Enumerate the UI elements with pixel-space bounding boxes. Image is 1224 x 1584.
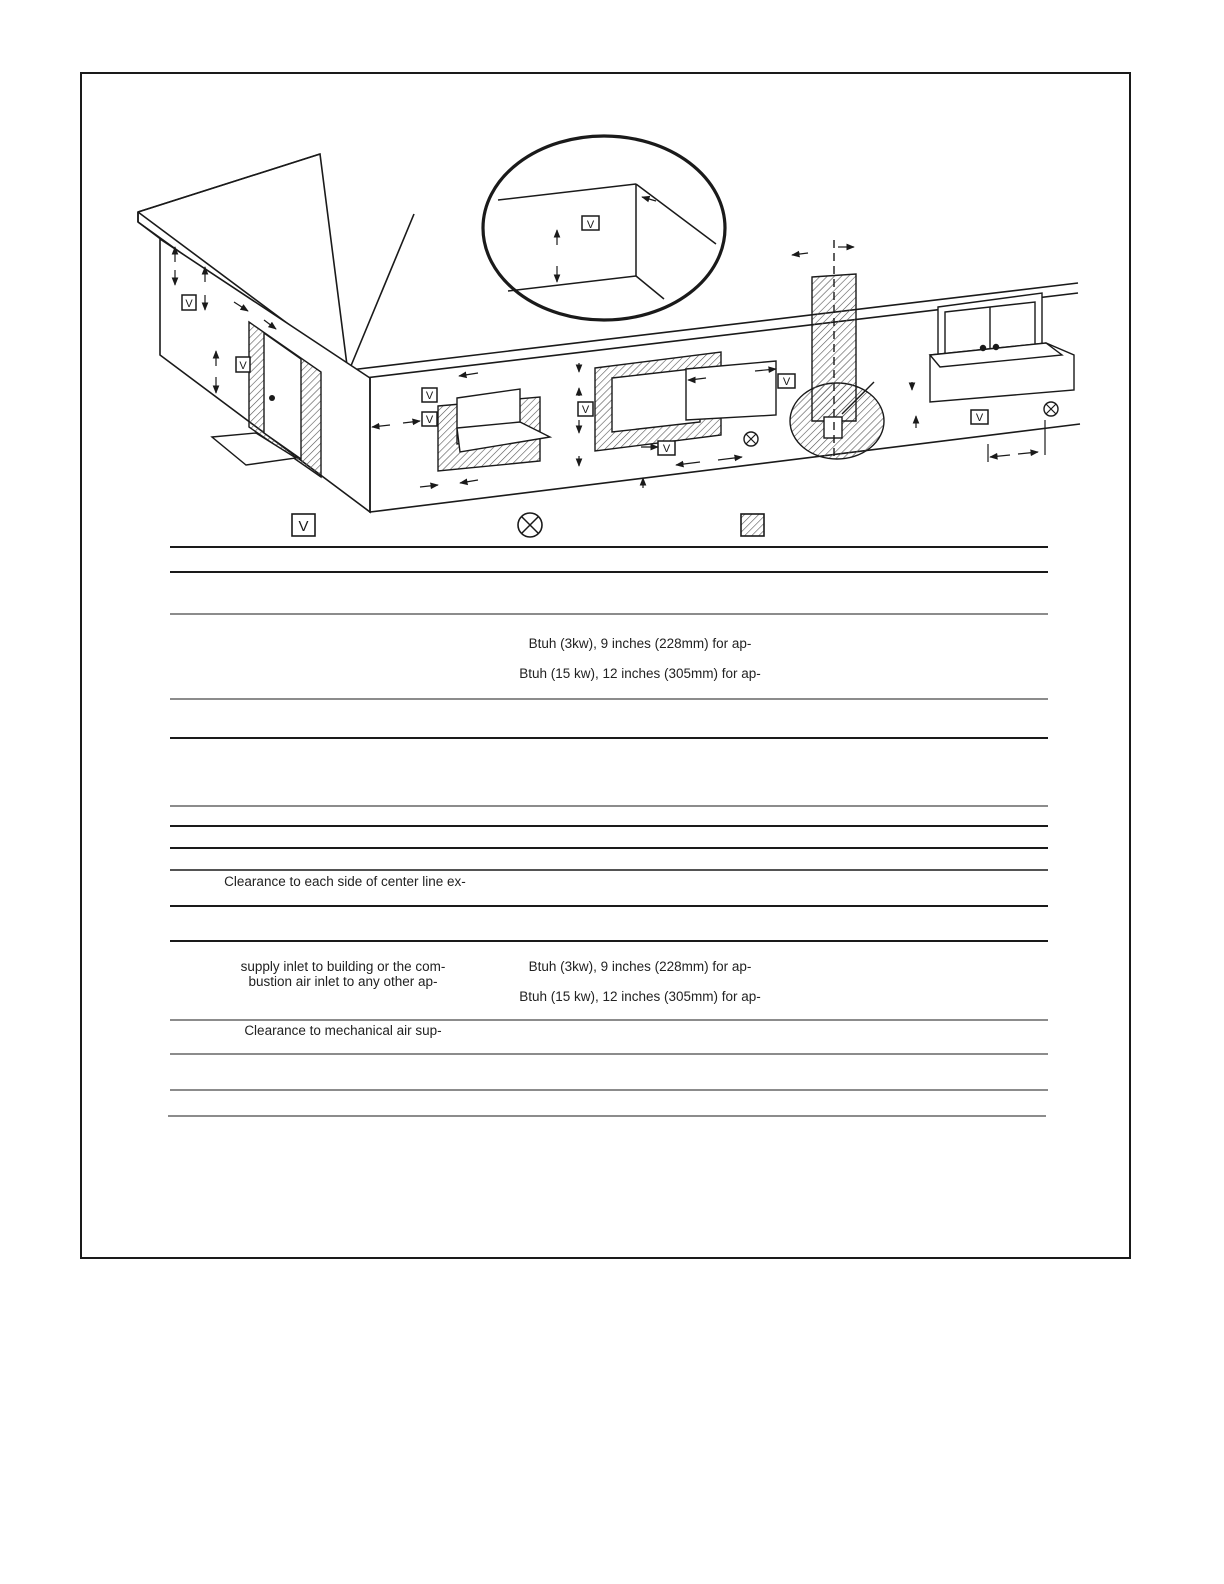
gas-meter-riser [790, 240, 884, 460]
roof-hip-line [348, 214, 414, 373]
row10-label-line1: supply inlet to building or the com- [240, 959, 446, 974]
row8-label: Clearance to each side of center line ex- [224, 874, 466, 889]
inset-vent-symbol: V [586, 219, 595, 231]
front-window-1 [438, 389, 550, 471]
legend-restricted-area-icon [741, 514, 764, 536]
inset-detail [483, 136, 725, 320]
left-vent-symbol-2: V [239, 360, 247, 372]
front-vent-symbol-3: V [581, 404, 590, 416]
left-vent-symbol-1: V [185, 298, 193, 310]
inset-circle [483, 136, 725, 320]
meter-box [824, 417, 842, 438]
balcony [930, 293, 1074, 402]
legend-vent-symbol: V [298, 518, 309, 535]
front-vent-symbol-2: V [425, 414, 434, 426]
row3-text-line2: Btuh (15 kw), 12 inches (305mm) for ap- [519, 666, 761, 681]
front-vent-symbol-1: V [425, 390, 434, 402]
row10-text-line1: Btuh (3kw), 9 inches (228mm) for ap- [528, 959, 752, 974]
front-vent-symbol-5: V [782, 376, 791, 388]
front-vent-symbol-6: V [975, 412, 984, 424]
front-vent-symbol-4: V [662, 443, 671, 455]
row10-label-line2: bustion air inlet to any other ap- [248, 974, 438, 989]
row3-text-line1: Btuh (3kw), 9 inches (228mm) for ap- [528, 636, 752, 651]
row10-text-line2: Btuh (15 kw), 12 inches (305mm) for ap- [519, 989, 761, 1004]
door-knob [269, 395, 275, 401]
legend [292, 513, 764, 537]
row11-label: Clearance to mechanical air sup- [244, 1023, 442, 1038]
